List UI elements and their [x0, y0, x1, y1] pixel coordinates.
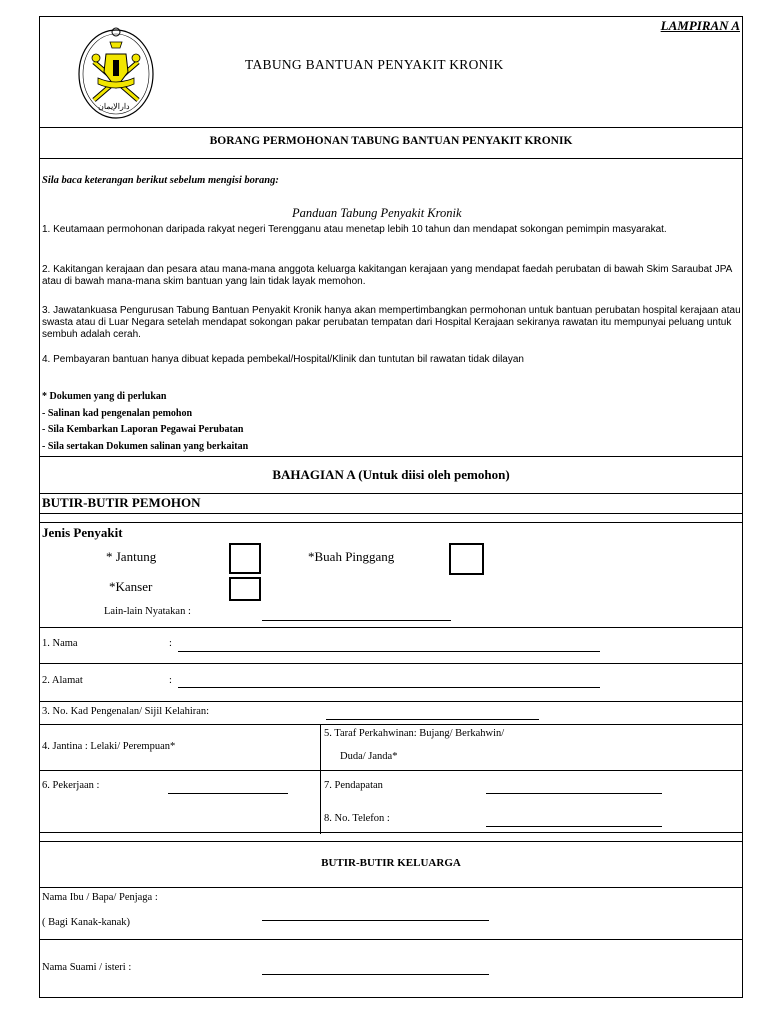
- occupation-field[interactable]: [168, 793, 288, 794]
- alamat-field[interactable]: [178, 687, 600, 688]
- document-item-2: - Sila Kembarkan Laporan Pegawai Perubatan: [42, 424, 244, 435]
- page-title: TABUNG BANTUAN PENYAKIT KRONIK: [245, 57, 504, 72]
- form-title: BORANG PERMOHONAN TABUNG BANTUAN PENYAKIT KRONIK: [209, 135, 573, 147]
- disease-type-label: Jenis Penyakit: [42, 525, 123, 540]
- parent-name-field[interactable]: [262, 920, 489, 921]
- form-frame: [39, 16, 743, 998]
- other-disease-field[interactable]: [262, 620, 451, 621]
- document-item-1: - Salinan kad pengenalan pemohon: [42, 408, 193, 419]
- other-disease-label: Lain-lain Nyatakan :: [104, 606, 191, 617]
- ic-label: 3. No. Kad Pengenalan/ Sijil Kelahiran:: [42, 706, 210, 717]
- family-title: BUTIR-BUTIR KELUARGA: [321, 857, 461, 869]
- buah-pinggang-checkbox[interactable]: [449, 543, 484, 575]
- ic-field[interactable]: [326, 719, 539, 720]
- logo-caption: دارالإيمان: [98, 102, 130, 111]
- marital-status-options: Duda/ Janda*: [340, 751, 398, 762]
- applicant-heading: BUTIR-BUTIR PEMOHON: [42, 495, 201, 510]
- income-field[interactable]: [486, 793, 662, 794]
- parent-name-note: ( Bagi Kanak-kanak): [42, 917, 131, 928]
- guide-item-3: 3. Jawatankuasa Pengurusan Tabung Bantuan Penyakit Kronik hanya akan mempertimbangkan permohonan untuk bantuan perubatan hospital kerajaan atau swasta atau di Luar Negara setelah mendapat sokongan pakar perubatan tempatan dari Hospital Kerajaan sekiranya rawatan itu mempunyai peluang untuk sembuh adalah cerah.: [42, 305, 741, 340]
- income-label: 7. Pendapatan: [324, 780, 383, 791]
- spouse-name-field[interactable]: [262, 974, 489, 975]
- alamat-colon: :: [169, 675, 172, 686]
- marital-status-label: 5. Taraf Perkahwinan: Bujang/ Berkahwin/: [324, 728, 505, 739]
- phone-label: 8. No. Telefon :: [324, 813, 390, 824]
- terengganu-crest-logo: [76, 22, 156, 122]
- buah-pinggang-label: *Buah Pinggang: [308, 549, 395, 564]
- nama-colon: :: [169, 638, 172, 649]
- alamat-label: 2. Alamat: [42, 675, 83, 686]
- occupation-label: 6. Pekerjaan :: [42, 780, 100, 791]
- instructions-intro: Sila baca keterangan berikut sebelum mengisi borang:: [42, 175, 279, 186]
- kanser-checkbox[interactable]: [229, 577, 261, 601]
- phone-field[interactable]: [486, 826, 662, 827]
- document-item-3: - Sila sertakan Dokumen salinan yang berkaitan: [42, 441, 249, 452]
- kanser-label: *Kanser: [109, 579, 153, 594]
- section-a-title: BAHAGIAN A (Untuk diisi oleh pemohon): [272, 467, 510, 482]
- jantung-label: * Jantung: [106, 549, 157, 564]
- parent-name-label: Nama Ibu / Bapa/ Penjaga :: [42, 892, 158, 903]
- spouse-name-label: Nama Suami / isteri :: [42, 962, 132, 973]
- gender-label: 4. Jantina : Lelaki/ Perempuan*: [42, 741, 176, 752]
- guide-title: Panduan Tabung Penyakit Kronik: [292, 206, 462, 220]
- guide-item-4: 4. Pembayaran bantuan hanya dibuat kepada pembekal/Hospital/Klinik dan tuntutan bil rawatan tidak dilayan: [42, 354, 524, 365]
- documents-title: * Dokumen yang di perlukan: [42, 391, 167, 402]
- guide-item-1: 1. Keutamaan permohonan daripada rakyat negeri Terengganu atau menetap lebih 10 tahun dan mendapat sokongan pemimpin masyarakat.: [42, 224, 667, 235]
- nama-field[interactable]: [178, 651, 600, 652]
- lampiran-label: LAMPIRAN A: [660, 18, 740, 33]
- jantung-checkbox[interactable]: [229, 543, 261, 574]
- guide-item-2: 2. Kakitangan kerajaan dan pesara atau mana-mana anggota keluarga kakitangan kerajaan yang mendapat faedah perubatan di bawah Skim Saraubat JPA atau di bawah mana-mana skim bantuan yang lain tidak layak memohon.: [42, 264, 732, 287]
- nama-label: 1. Nama: [42, 638, 78, 649]
